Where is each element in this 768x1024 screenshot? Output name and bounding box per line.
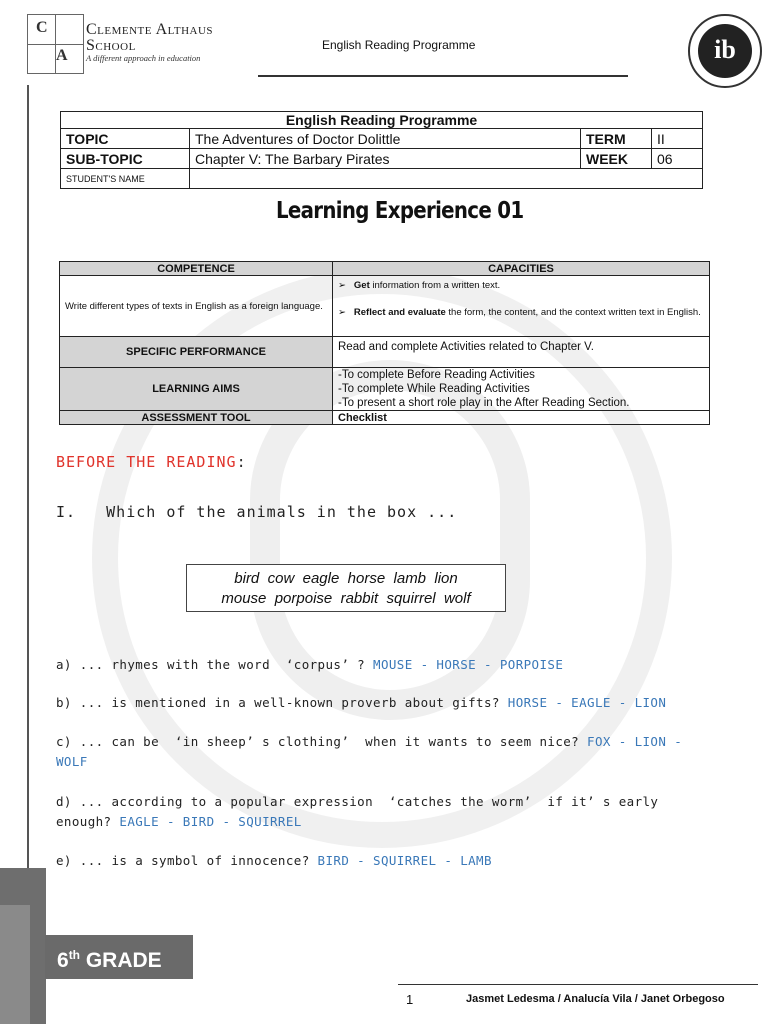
page-number: 1 <box>406 992 414 1007</box>
student-name-field[interactable] <box>190 169 703 189</box>
question-options: MOUSE - HORSE - PORPOISE <box>373 657 564 672</box>
question-options: FOX - LION - WOLF <box>56 734 683 769</box>
logo-letter-a: A <box>56 47 68 64</box>
grade-decor <box>0 905 30 1024</box>
learning-aim: -To complete While Reading Activities <box>338 383 530 395</box>
school-logo <box>27 14 84 74</box>
school-name <box>86 22 213 54</box>
question-options: HORSE - EAGLE - LION <box>507 695 667 710</box>
competence-header: COMPETENCE <box>60 262 333 276</box>
assessment-tool-value: Checklist <box>333 411 710 425</box>
learning-aim: -To present a short role play in the After Reading Section. <box>338 397 630 409</box>
topic-value: The Adventures of Doctor Dolittle <box>190 129 581 149</box>
capacities-header: CAPACITIES <box>333 262 710 276</box>
school-name-line1: Clemente Althaus <box>86 21 214 38</box>
competence-text: Write different types of texts in English as a foreign language. <box>60 276 333 337</box>
footer-rule <box>398 984 758 985</box>
question-options: BIRD - SQUIRREL - LAMB <box>317 853 492 868</box>
header-rule <box>258 75 628 77</box>
specific-performance-label: SPECIFIC PERFORMANCE <box>60 337 333 368</box>
learning-aims-label: LEARNING AIMS <box>60 368 333 411</box>
specific-performance-value: Read and complete Activities related to Chapter V. <box>333 337 710 368</box>
question-prompt: a) ... rhymes with the word ‘corpus’ ? <box>56 657 374 672</box>
student-name-label: STUDENT'S NAME <box>61 169 190 189</box>
before-reading-text: BEFORE THE READING <box>56 453 237 471</box>
question-text: Which of the animals in the box ... <box>106 503 458 521</box>
ib-seal-logo <box>688 14 762 88</box>
question-item <box>56 655 716 675</box>
animal-box-line: mouse porpoise rabbit squirrel wolf <box>221 590 471 607</box>
left-margin-bar <box>27 85 29 885</box>
subtopic-label: SUB-TOPIC <box>61 149 190 169</box>
term-label: TERM <box>581 129 652 149</box>
info-table-heading: English Reading Programme <box>61 112 703 129</box>
question-options: EAGLE - BIRD - SQUIRREL <box>119 814 302 829</box>
authors: Jasmet Ledesma / Analucía Vila / Janet Orbegoso <box>466 993 725 1005</box>
ib-logo-text: ib <box>698 24 752 78</box>
learning-experience-title: Learning Experience 01 <box>276 198 524 224</box>
week-value: 06 <box>652 149 703 169</box>
week-label: WEEK <box>581 149 652 169</box>
subtopic-value: Chapter V: The Barbary Pirates <box>190 149 581 169</box>
question-item <box>56 851 716 871</box>
header-title: English Reading Programme <box>322 38 476 52</box>
question-heading <box>56 503 457 521</box>
animal-word-box <box>186 564 506 612</box>
question-prompt: b) ... is mentioned in a well-known proverb about gifts? <box>56 695 508 710</box>
question-prompt: c) ... can be ‘in sheep’ s clothing’ when it wants to seem nice? <box>56 734 588 749</box>
question-item <box>56 693 716 713</box>
logo-letter-c: C <box>36 19 48 36</box>
capacity-item: ➢ Get information from a written text. <box>338 280 501 291</box>
learning-aim: -To complete Before Reading Activities <box>338 369 535 381</box>
before-reading-colon: : <box>236 453 247 471</box>
school-tagline: A different approach in education <box>86 53 201 63</box>
question-item <box>56 792 716 832</box>
question-number: I. <box>56 503 77 521</box>
capacity-item: ➢ Reflect and evaluate the form, the content, and the context written text in English. <box>338 307 701 318</box>
grade-suffix: th <box>68 948 81 962</box>
question-item <box>56 732 716 772</box>
grade-word: GRADE <box>80 949 162 972</box>
school-name-line2: School <box>86 37 136 54</box>
competence-table <box>59 261 710 425</box>
info-table <box>60 111 703 189</box>
question-prompt: e) ... is a symbol of innocence? <box>56 853 318 868</box>
question-prompt: d) ... according to a popular expression ‘catches the worm’ if it’ s early enough? <box>56 794 667 829</box>
term-value: II <box>652 129 703 149</box>
topic-label: TOPIC <box>61 129 190 149</box>
before-reading-heading <box>56 453 247 471</box>
grade-number: 6 <box>57 949 69 972</box>
assessment-tool-label: ASSESSMENT TOOL <box>60 411 333 425</box>
grade-label <box>45 935 193 979</box>
animal-box-line: bird cow eagle horse lamb lion <box>234 570 458 587</box>
